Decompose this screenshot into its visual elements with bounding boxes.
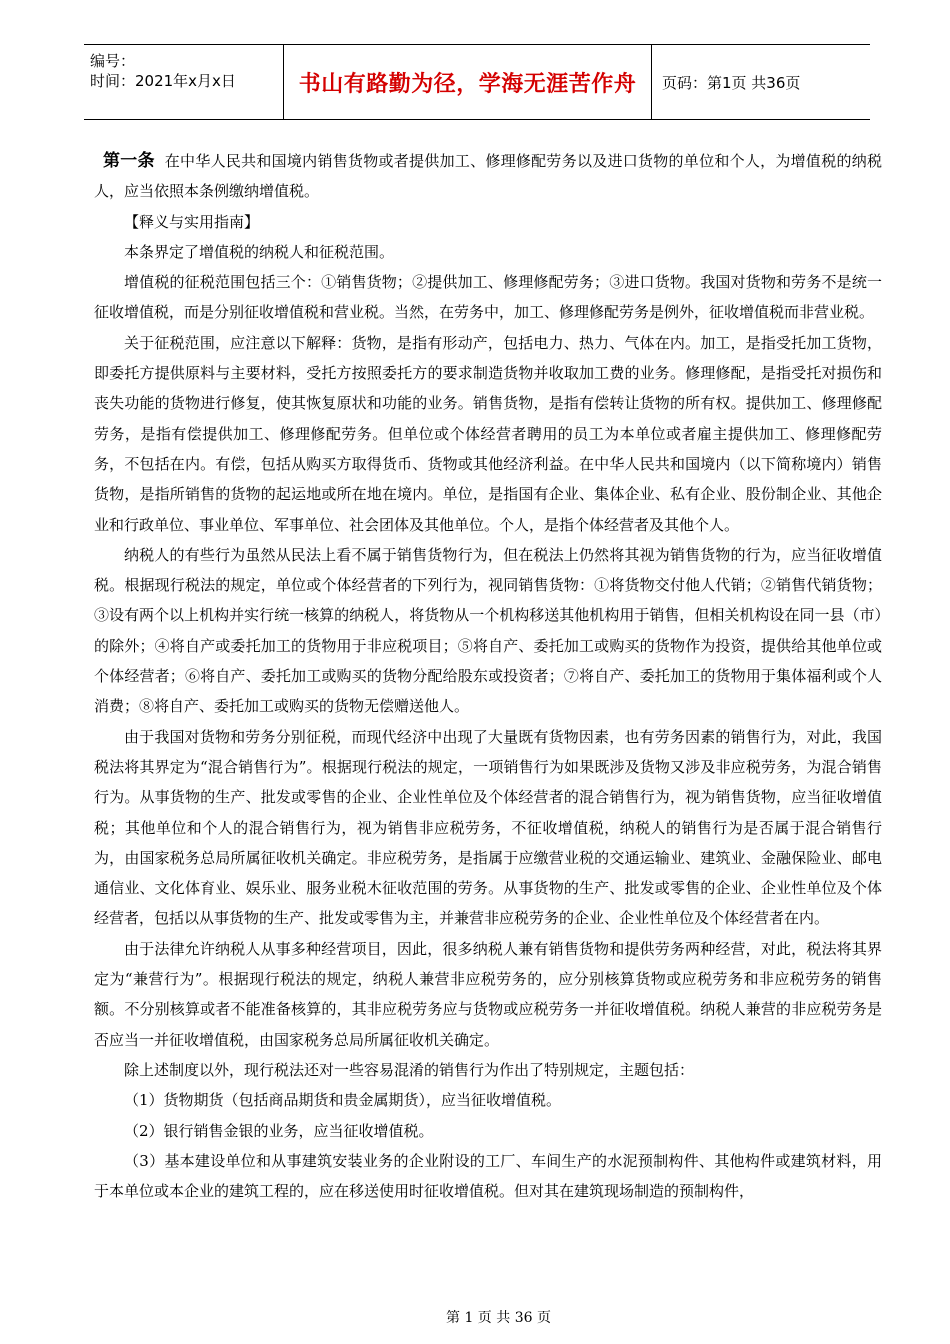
page-footer: 第 1 页 共 36 页 [446,1310,551,1326]
header-page-info: 页码：第1页 共36页 [652,45,871,120]
article-title: 第一条 [103,151,155,171]
list-item: （1）货物期货（包括商品期货和贵金属期货），应当征收增值税。 [124,1091,562,1110]
guide-heading: 【释义与实用指南】 [124,212,260,231]
paragraph: 由于法律允许纳税人从事多种经营项目，因此，很多纳税人兼有销售货物和提供劳务两种经营，对此，税法将其界定为“兼营行为”。根据现行税法的规定，纳税人兼营非应税劳务的，应分别核算货物或应税劳务和非应税劳务的销售额。不分别核算或者不能准备核算的，其非应税劳务应与货物或应税劳务一并征收增值税。纳税人兼营的非应税劳务是否应当一并征收增值税，由国家税务总局所属征收机关确定。 [94,939,882,1049]
paragraph: 本条界定了增值税的纳税人和征税范围。 [124,242,395,261]
paragraph: 纳税人的有些行为虽然从民法上看不属于销售货物行为，但在税法上仍然将其视为销售货物的行为，应当征收增值税。根据现行税法的规定，单位或个体经营者的下列行为，视同销售货物：①将货物交付他人代销；②销售代销货物；③设有两个以上机构并实行统一核算的纳税人，将货物从一个机构移送其他机构用于销售，但相关机构设在同一县（市）的除外；④将自产或委托加工的货物用于非应税项目；⑤将自产、委托加工或购买的货物作为投资，提供给其他单位或个体经营者；⑥将自产、委托加工或购买的货物分配给股东或投资者；⑦将自产、委托加工的货物用于集体福利或个人消费；⑧将自产、委托加工或购买的货物无偿赠送他人。 [94,545,882,716]
list-item: （3）基本建设单位和从事建筑安装业务的企业附设的工厂、车间生产的水泥预制构件、其他构件或建筑材料，用于本单位或本企业的建筑工程的，应在移送使用时征收增值税。但对其在建筑现场制造的预制构件， [94,1151,882,1201]
page-header [84,44,870,120]
document-body [94,146,882,1206]
article-first-paragraph [94,146,882,207]
header-meta [84,45,284,120]
article-text: 在中华人民共和国境内销售货物或者提供加工、修理修配劳务以及进口货物的单位和个人，为增值税的纳税人，应当依照本条例缴纳增值税。 [94,152,882,201]
paragraph: 关于征税范围，应注意以下解释：货物，是指有形动产，包括电力、热力、气体在内。加工，是指受托加工货物，即委托方提供原料与主要材料，受托方按照委托方的要求制造货物并收取加工费的业务。修理修配，是指受托对损伤和丧失功能的货物进行修复，使其恢复原状和功能的业务。销售货物，是指有偿转让货物的所有权。提供加工、修理修配劳务，是指有偿提供加工、修理修配劳务。但单位或个体经营者聘用的员工为本单位或者雇主提供加工、修理修配劳务，不包括在内。有偿，包括从购买方取得货币、货物或其他经济利益。在中华人民共和国境内（以下简称境内）销售货物，是指所销售的货物的起运地或所在地在境内。单位，是指国有企业、集体企业、私有企业、股份制企业、其他企业和行政单位、事业单位、军事单位、社会团体及其他单位。个人，是指个体经营者及其他个人。 [94,333,882,534]
paragraph: 除上述制度以外，现行税法还对一些容易混淆的销售行为作出了特别规定，主题包括： [124,1060,695,1079]
document-time-label: 时间：2021年x月x日 [90,72,236,90]
document-number-label: 编号： [90,52,136,70]
paragraph: 由于我国对货物和劳务分别征税，而现代经济中出现了大量既有货物因素，也有劳务因素的销售行为，对此，我国税法将其界定为“混合销售行为”。根据现行税法的规定，一项销售行为如果既涉及货物又涉及非应税劳务，为混合销售行为。从事货物的生产、批发或零售的企业、企业性单位及个体经营者的混合销售行为，视为销售货物，应当征收增值税；其他单位和个人的混合销售行为，视为销售非应税劳务，不征收增值税，纳税人的销售行为是否属于混合销售行为，由国家税务总局所属征收机关确定。非应税劳务，是指属于应缴营业税的交通运输业、建筑业、金融保险业、邮电通信业、文化体育业、娱乐业、服务业税木征收范围的劳务。从事货物的生产、批发或零售的企业、企业性单位及个体经营者，包括以从事货物的生产、批发或零售为主，并兼营非应税劳务的企业、企业性单位及个体经营者在内。 [94,727,882,928]
header-motto: 书山有路勤为径，学海无涯苦作舟 [284,45,652,120]
list-item: （2）银行销售金银的业务，应当征收增值税。 [124,1121,434,1140]
paragraph: 增值税的征税范围包括三个：①销售货物；②提供加工、修理修配劳务；③进口货物。我国对货物和劳务不是统一征收增值税，而是分别征收增值税和营业税。当然，在劳务中，加工、修理修配劳务是例外，征收增值税而非营业税。 [94,273,882,322]
